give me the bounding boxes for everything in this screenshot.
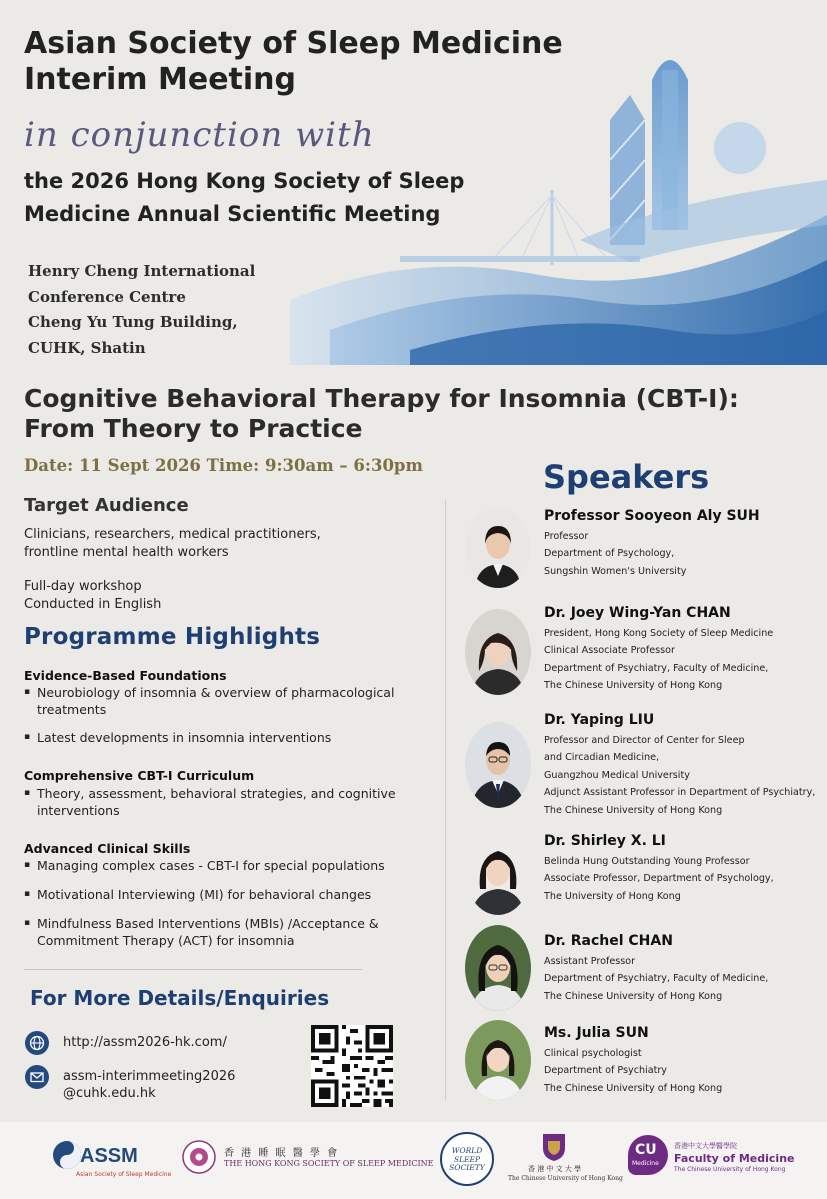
section-heading: Advanced Clinical Skills xyxy=(24,841,191,856)
column-divider xyxy=(445,500,446,1100)
speaker-photo xyxy=(465,722,531,808)
globe-icon xyxy=(25,1031,49,1055)
speaker-photo xyxy=(465,829,531,915)
section-heading: Evidence-Based Foundations xyxy=(24,668,227,683)
speaker-affiliation: Assistant Professor Department of Psychiatry, Faculty of Medicine, The Chinese University of Hong Kong xyxy=(544,956,769,1002)
speaker-photo xyxy=(465,1020,531,1100)
bullet-item: ▪ Latest developments in insomnia interventions xyxy=(24,729,439,746)
bullet-item: ▪ Neurobiology of insomnia & overview of pharmacological treatments xyxy=(24,684,439,718)
speaker-photo xyxy=(465,925,531,1011)
workshop-format: Full-day workshop Conducted in English xyxy=(24,579,162,612)
target-audience-text: Clinicians, researchers, medical practitioners, frontline mental health workers xyxy=(24,527,321,560)
meeting-title: Asian Society of Sleep Medicine Interim Meeting xyxy=(24,26,563,97)
mail-icon xyxy=(25,1065,49,1089)
website-link[interactable]: http://assm2026-hk.com/ xyxy=(63,1035,227,1050)
bullet-item: ▪ Theory, assessment, behavioral strategies, and cognitive interventions xyxy=(24,785,439,819)
world-sleep-society-seal: WORLD SLEEP SOCIETY xyxy=(440,1132,494,1186)
qr-code[interactable] xyxy=(311,1025,393,1107)
speakers-heading: Speakers xyxy=(543,458,710,496)
target-audience-heading: Target Audience xyxy=(24,495,189,516)
speaker-name: Dr. Rachel CHAN xyxy=(544,933,673,949)
speaker-photo xyxy=(465,508,531,588)
speaker-name: Dr. Shirley X. LI xyxy=(544,833,666,849)
divider xyxy=(24,969,362,970)
venue-address: Henry Cheng International Conference Centre Cheng Yu Tung Building, CUHK, Shatin xyxy=(28,262,256,357)
date-time: Date: 11 Sept 2026 Time: 9:30am – 6:30pm xyxy=(24,456,423,475)
assm-emblem-icon xyxy=(52,1140,82,1170)
speaker-affiliation: President, Hong Kong Society of Sleep Medicine Clinical Associate Professor Department of Psychiatry, Faculty of Medicine, The Chinese University of Hong Kong xyxy=(544,628,774,692)
bullet-item: ▪ Motivational Interviewing (MI) for behavioral changes xyxy=(24,886,439,903)
cu-medicine-badge: CU Medicine xyxy=(628,1135,668,1175)
details-heading: For More Details/Enquiries xyxy=(30,986,330,1010)
speaker-affiliation: Professor and Director of Center for Sleep and Circadian Medicine, Guangzhou Medical University Adjunct Assistant Professor in Department of Psychiatry, The Chinese University of Hong Kong xyxy=(544,735,816,816)
speaker-name: Professor Sooyeon Aly SUH xyxy=(544,508,760,524)
hkssm-emblem-icon xyxy=(182,1140,216,1174)
bullet-item: ▪ Mindfulness Based Interventions (MBIs) /Acceptance & Commitment Therapy (ACT) for insomnia xyxy=(24,915,439,949)
speaker-name: Dr. Joey Wing-Yan CHAN xyxy=(544,605,731,621)
speaker-name: Ms. Julia SUN xyxy=(544,1025,649,1041)
course-title: Cognitive Behavioral Therapy for Insomnia (CBT-I): From Theory to Practice xyxy=(24,384,739,443)
section-heading: Comprehensive CBT-I Curriculum xyxy=(24,768,255,783)
cuhk-crest-icon xyxy=(541,1132,567,1162)
meeting-subtitle: the 2026 Hong Kong Society of Sleep Medicine Annual Scientific Meeting xyxy=(24,169,465,226)
conjunction-text: in conjunction with xyxy=(24,115,375,155)
programme-highlights-heading: Programme Highlights xyxy=(24,624,321,650)
speaker-photo xyxy=(465,609,531,695)
email-link[interactable]: assm-interimmeeting2026 @cuhk.edu.hk xyxy=(63,1069,236,1101)
speaker-name: Dr. Yaping LIU xyxy=(544,712,655,728)
speaker-affiliation: Professor Department of Psychology, Sungshin Women's University xyxy=(544,531,687,577)
bullet-item: ▪ Managing complex cases - CBT-I for special populations xyxy=(24,857,439,874)
speaker-affiliation: Belinda Hung Outstanding Young Professor Associate Professor, Department of Psychology, The University of Hong Kong xyxy=(544,856,774,902)
speaker-affiliation: Clinical psychologist Department of Psychiatry The Chinese University of Hong Kong xyxy=(544,1048,723,1094)
